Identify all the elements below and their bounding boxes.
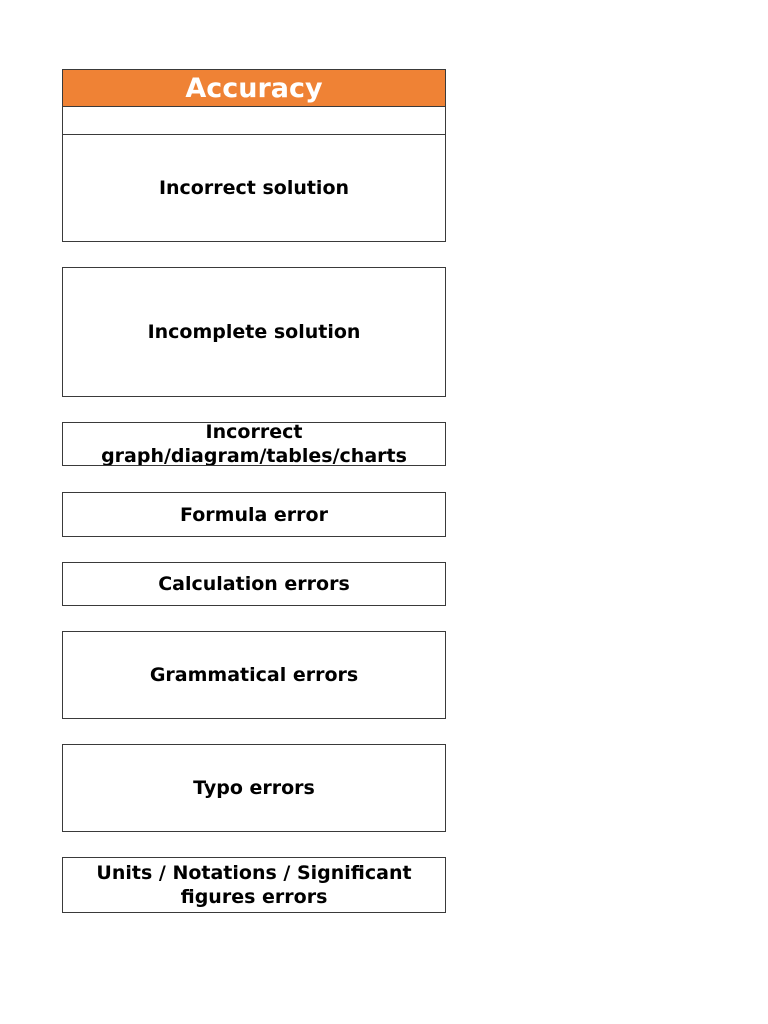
criterion-grammatical-errors bbox=[62, 631, 446, 719]
criterion-label: Incomplete solution bbox=[147, 321, 361, 343]
criterion-label: Units / Notations / Significant figures errors bbox=[96, 862, 412, 908]
criterion-incorrect-graph bbox=[62, 422, 446, 466]
criterion-label: Formula error bbox=[180, 503, 328, 526]
criterion-label: Grammatical errors bbox=[149, 664, 359, 686]
criterion-typo-errors bbox=[62, 744, 446, 832]
criterion-formula-error bbox=[62, 492, 446, 537]
empty-row bbox=[62, 106, 446, 135]
criterion-label: Calculation errors bbox=[158, 573, 350, 595]
accuracy-header bbox=[62, 69, 446, 107]
criterion-units-notations-errors bbox=[62, 857, 446, 913]
header-title: Accuracy bbox=[185, 72, 323, 104]
criterion-label: Typo errors bbox=[193, 777, 315, 799]
criterion-incorrect-solution bbox=[62, 134, 446, 242]
criterion-label: Incorrect graph/diagram/tables/charts bbox=[101, 422, 407, 466]
criterion-calculation-errors bbox=[62, 562, 446, 606]
criterion-incomplete-solution bbox=[62, 267, 446, 397]
criterion-label: Incorrect solution bbox=[158, 177, 350, 199]
